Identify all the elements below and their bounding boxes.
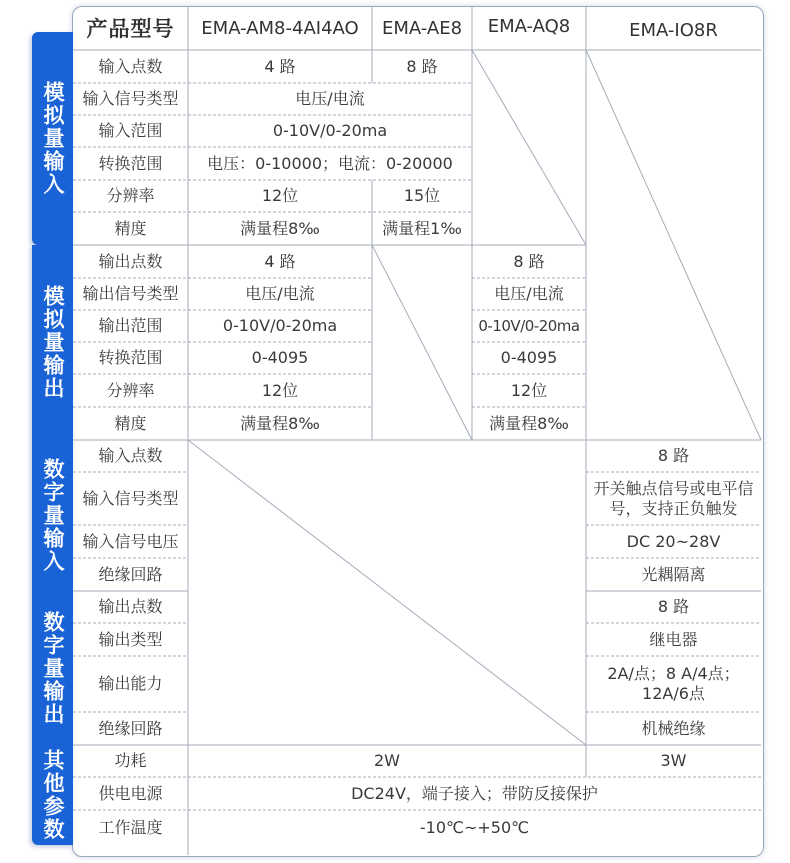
cell-value: 4 路: [264, 251, 296, 271]
row-label: 输入范围: [98, 121, 163, 140]
row-label: 输入信号类型: [82, 89, 179, 108]
header-model-ae8: EMA-AE8: [381, 17, 463, 39]
cell-value: 满量程8‰: [489, 413, 569, 433]
row-label: 绝缘回路: [98, 564, 163, 584]
cell-value: 光耦隔离: [641, 564, 706, 584]
row-label: 输出点数: [98, 251, 163, 271]
header-model-am8: EMA-AM8-4AI4AO: [201, 17, 359, 39]
cell-value: 3W: [660, 751, 687, 770]
section-other: 其他参数: [32, 745, 73, 845]
cell-value: DC 20~28V: [626, 531, 721, 551]
cell-value: 15位: [403, 186, 441, 205]
cell-value: 12位: [261, 186, 299, 205]
row-label: 绝缘回路: [98, 718, 163, 738]
row-label: 输出能力: [98, 674, 163, 693]
cell-value: 0-4095: [251, 348, 309, 367]
row-label: 输出点数: [98, 597, 163, 616]
row-label: 供电电源: [98, 783, 163, 803]
cell-value: 8 路: [657, 597, 690, 616]
row-label: 功耗: [114, 751, 147, 770]
cell-value: 8 路: [406, 56, 438, 76]
cell-value: 电压/电流: [295, 89, 365, 108]
section-digital-input: 数字量输入: [32, 440, 73, 591]
cell-value: DC24V，端子接入；带防反接保护: [351, 783, 598, 803]
cell-value: 机械绝缘: [641, 718, 706, 738]
header-model-aq8: EMA-AQ8: [487, 15, 571, 37]
row-label: 转换范围: [98, 153, 163, 173]
row-label: 输入信号类型: [82, 488, 179, 508]
cell-value: -10℃~+50℃: [419, 817, 530, 837]
cell-value: 4 路: [264, 56, 296, 76]
cell-value: 电压/电流: [494, 284, 564, 303]
row-label: 输出范围: [98, 316, 163, 335]
cell-value: 电压：0-10000；电流：0-20000: [207, 153, 453, 173]
header-model-io8r: EMA-IO8R: [629, 19, 718, 41]
row-label: 输入点数: [98, 446, 163, 465]
row-label: 输入信号电压: [82, 531, 179, 551]
cell-value: 满量程8‰: [240, 413, 320, 433]
row-label: 分辨率: [106, 380, 155, 400]
cell-value: 12位: [510, 380, 548, 400]
cell-value: 2A/点；8 A/4点；12A/6点: [607, 664, 740, 703]
row-label: 输入点数: [98, 56, 163, 76]
cell-value: 满量程8‰: [240, 218, 320, 238]
row-label: 输出类型: [98, 629, 163, 649]
cell-value: 电压/电流: [245, 284, 315, 303]
cell-value: 满量程1‰: [382, 218, 462, 238]
cell-value: 0-10V/0-20ma: [222, 316, 338, 335]
cell-value: 0-10V/0-20ma: [478, 317, 580, 335]
cell-value: 8 路: [513, 251, 545, 271]
row-label: 输出信号类型: [82, 284, 179, 303]
cell-value: 12位: [261, 380, 299, 400]
cell-value: 2W: [374, 751, 400, 770]
cell-value: 0-4095: [500, 348, 558, 367]
header-model-label: 产品型号: [86, 16, 175, 41]
section-digital-output: 数字量输出: [32, 591, 73, 745]
cell-value: 继电器: [649, 629, 698, 649]
cell-value: 开关触点信号或电平信号，支持正负触发: [593, 478, 754, 518]
row-label: 精度: [114, 413, 147, 433]
row-label: 精度: [114, 218, 147, 238]
cell-value: 8 路: [657, 446, 690, 465]
row-label: 分辨率: [106, 186, 155, 205]
section-analog-input: 模拟量输入: [32, 32, 73, 245]
row-label: 转换范围: [98, 348, 163, 367]
cell-value: 0-10V/0-20ma: [272, 121, 388, 140]
row-label: 工作温度: [98, 817, 163, 837]
section-analog-output: 模拟量输出: [32, 245, 73, 440]
